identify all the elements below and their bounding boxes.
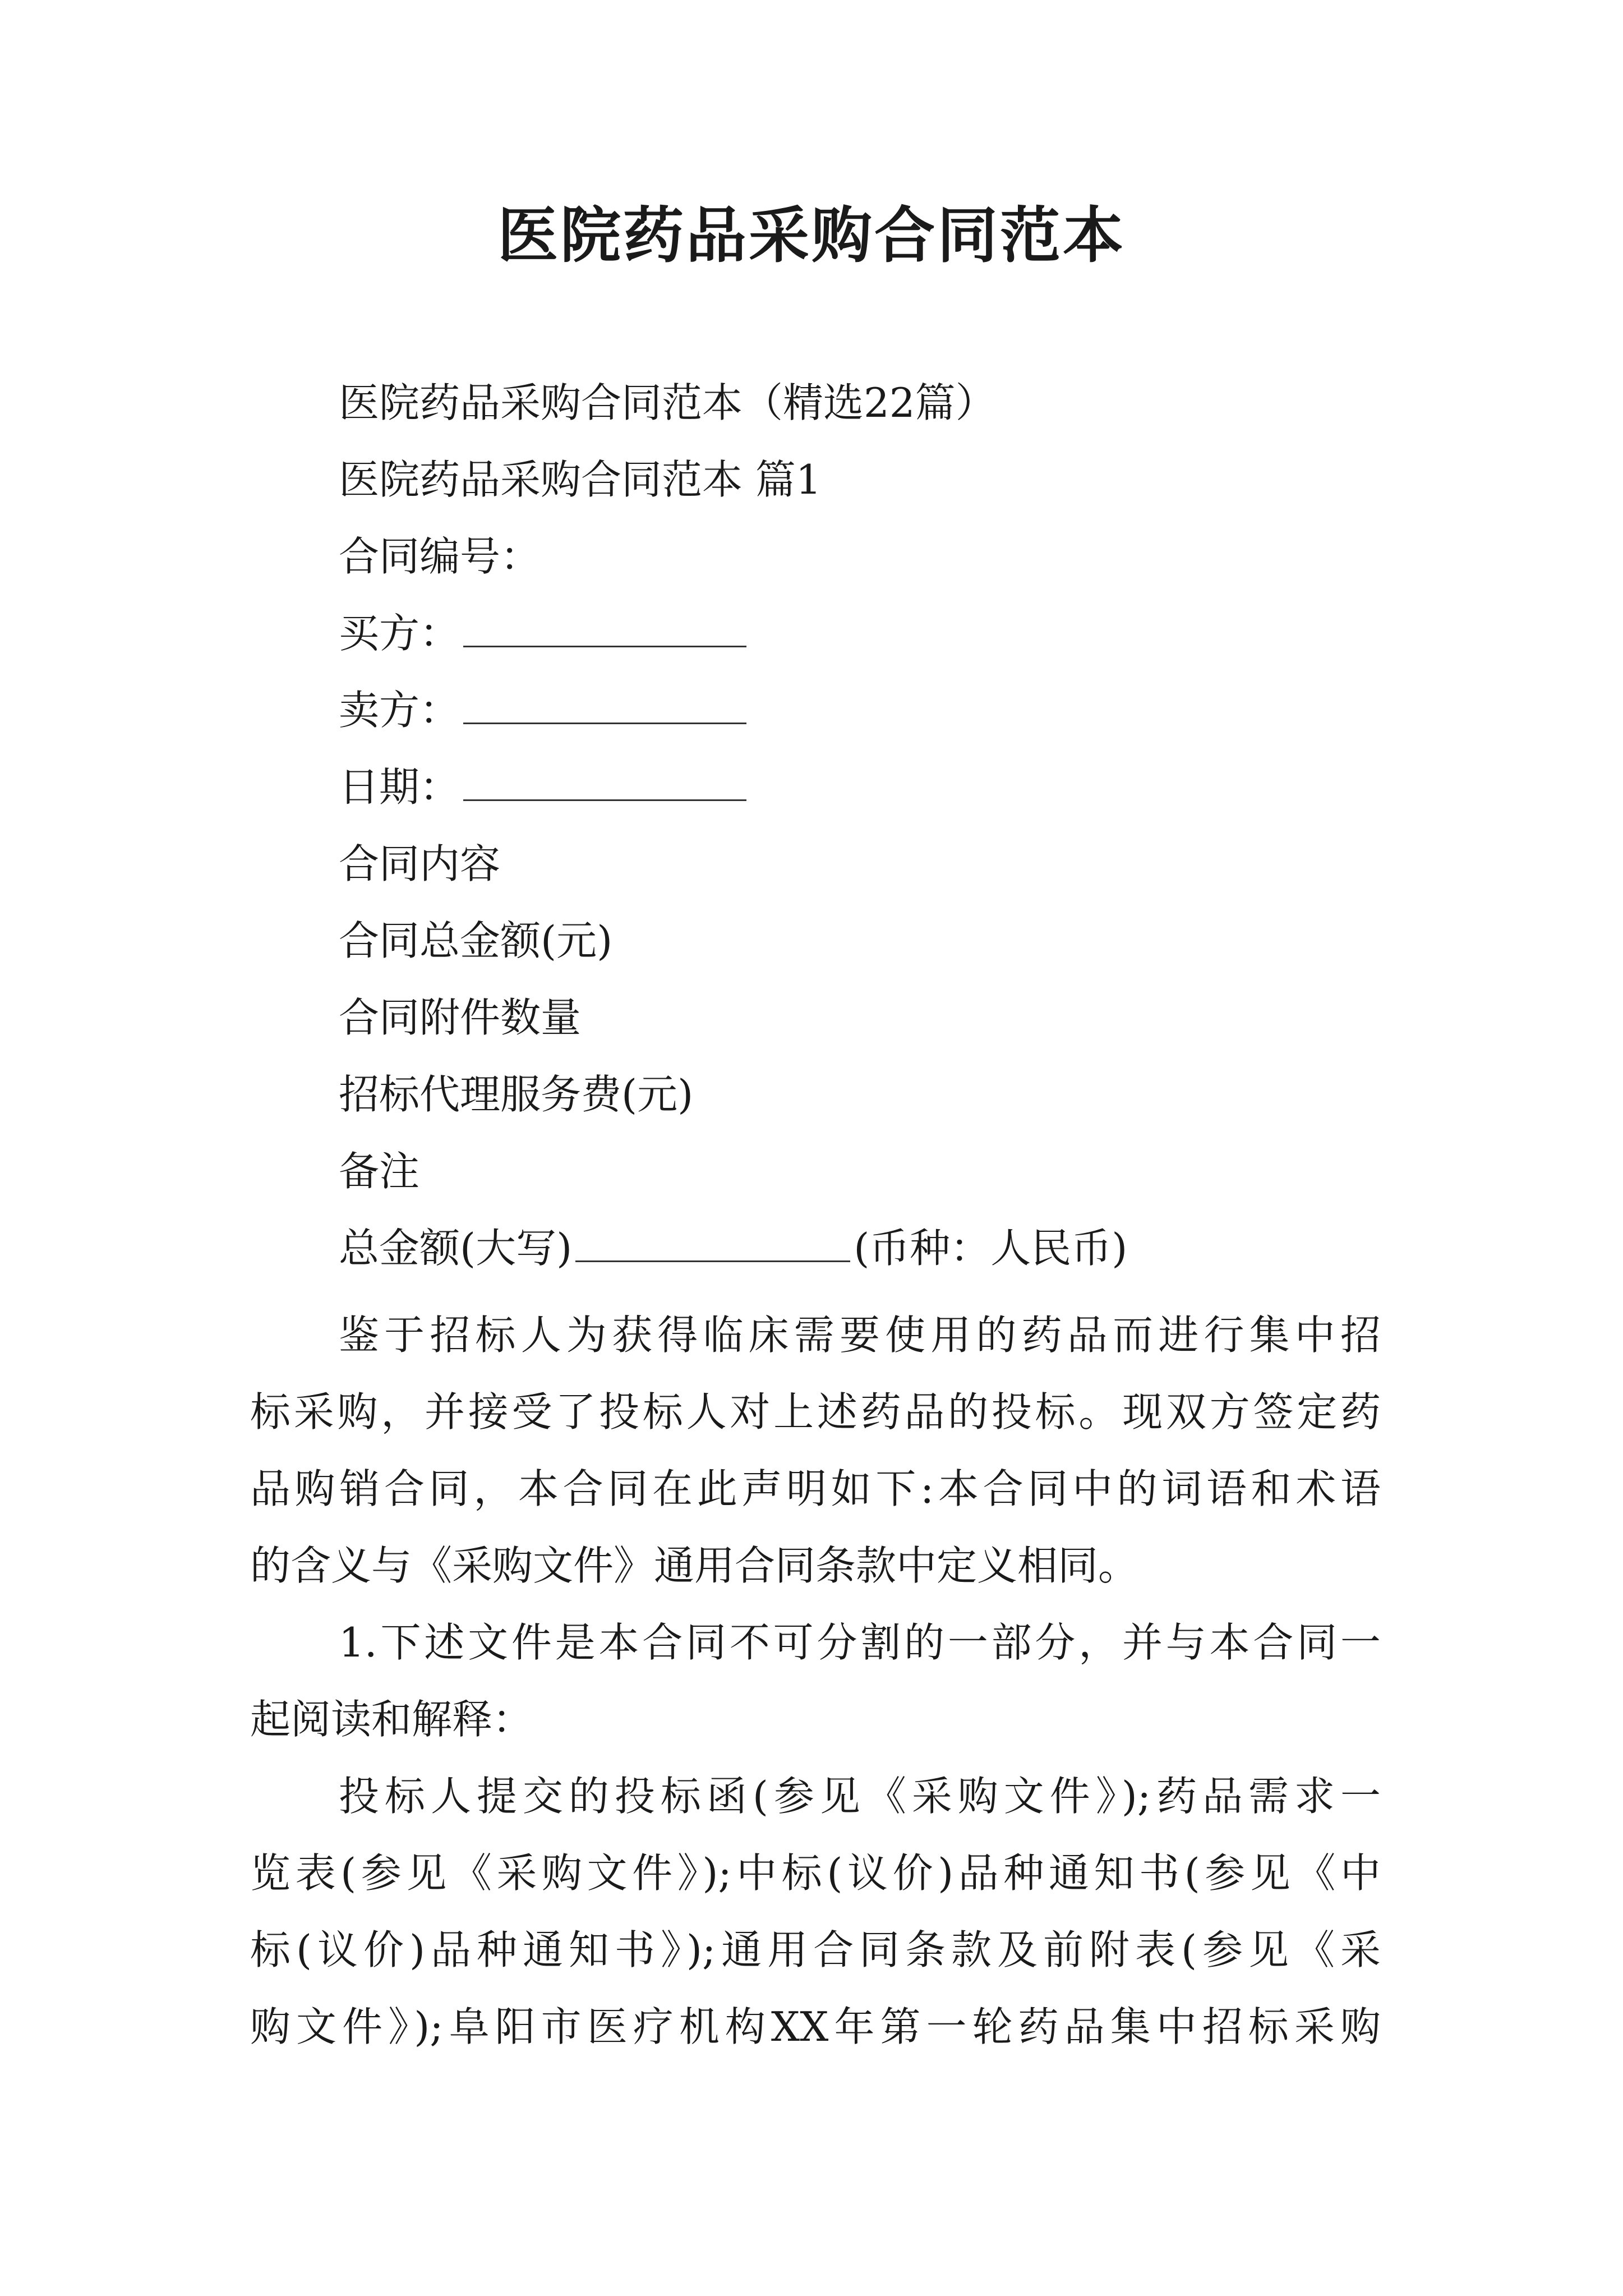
contract-content: 合同内容 [339, 840, 501, 887]
paragraph-line: 标采购，并接受了投标人对上述药品的投标。现双方签定药 [250, 1388, 1381, 1435]
remarks: 备注 [339, 1148, 420, 1195]
buyer-label: 买方： [339, 610, 460, 657]
paragraph-line: 起阅读和解释： [250, 1696, 533, 1743]
total-amount-capital-label: 总金额(大写) [339, 1225, 573, 1272]
document-title: 医院药品采购合同范本 [497, 200, 1126, 271]
contract-number-label: 合同编号： [339, 533, 541, 580]
date-blank-line [463, 797, 746, 801]
seller-label: 卖方： [339, 687, 460, 734]
subtitle: 医院药品采购合同范本（精选22篇） [339, 379, 996, 426]
total-amount-blank-line [575, 1258, 850, 1262]
paragraph-line: 1.下述文件是本合同不可分割的一部分，并与本合同一 [339, 1619, 1381, 1666]
paragraph-line: 投标人提交的投标函(参见《采购文件》);药品需求一 [339, 1773, 1381, 1820]
section-heading: 医院药品采购合同范本 篇1 [339, 456, 822, 503]
paragraph-line: 览表(参见《采购文件》);中标(议价)品种通知书(参见《中 [250, 1849, 1381, 1897]
buyer-blank-line [463, 643, 746, 647]
paragraph-line: 鉴于招标人为获得临床需要使用的药品而进行集中招 [339, 1312, 1381, 1359]
seller-row [339, 682, 746, 738]
buyer-row [339, 605, 746, 661]
total-amount-yuan: 合同总金额(元) [339, 917, 613, 964]
date-label: 日期： [339, 763, 460, 811]
agency-fee-yuan: 招标代理服务费(元) [339, 1071, 694, 1118]
paragraph-line: 购文件》);阜阳市医疗机构XX年第一轮药品集中招标采购 [250, 2003, 1381, 2050]
total-amount-capital-row [339, 1220, 1127, 1276]
attachment-count: 合同附件数量 [339, 994, 582, 1041]
paragraph-clause-1 [250, 1604, 1381, 1758]
paragraph-documents-list [250, 1758, 1381, 2065]
currency-note: (币种：人民币) [854, 1225, 1128, 1272]
paragraph-recitals [250, 1297, 1381, 1604]
seller-blank-line [463, 720, 746, 724]
paragraph-line: 品购销合同，本合同在此声明如下:本合同中的词语和术语 [250, 1465, 1381, 1512]
paragraph-line: 标(议价)品种通知书》);通用合同条款及前附表(参见《采 [250, 1926, 1381, 1973]
paragraph-line: 的含义与《采购文件》通用合同条款中定义相同。 [250, 1542, 1139, 1589]
date-row [339, 759, 746, 815]
